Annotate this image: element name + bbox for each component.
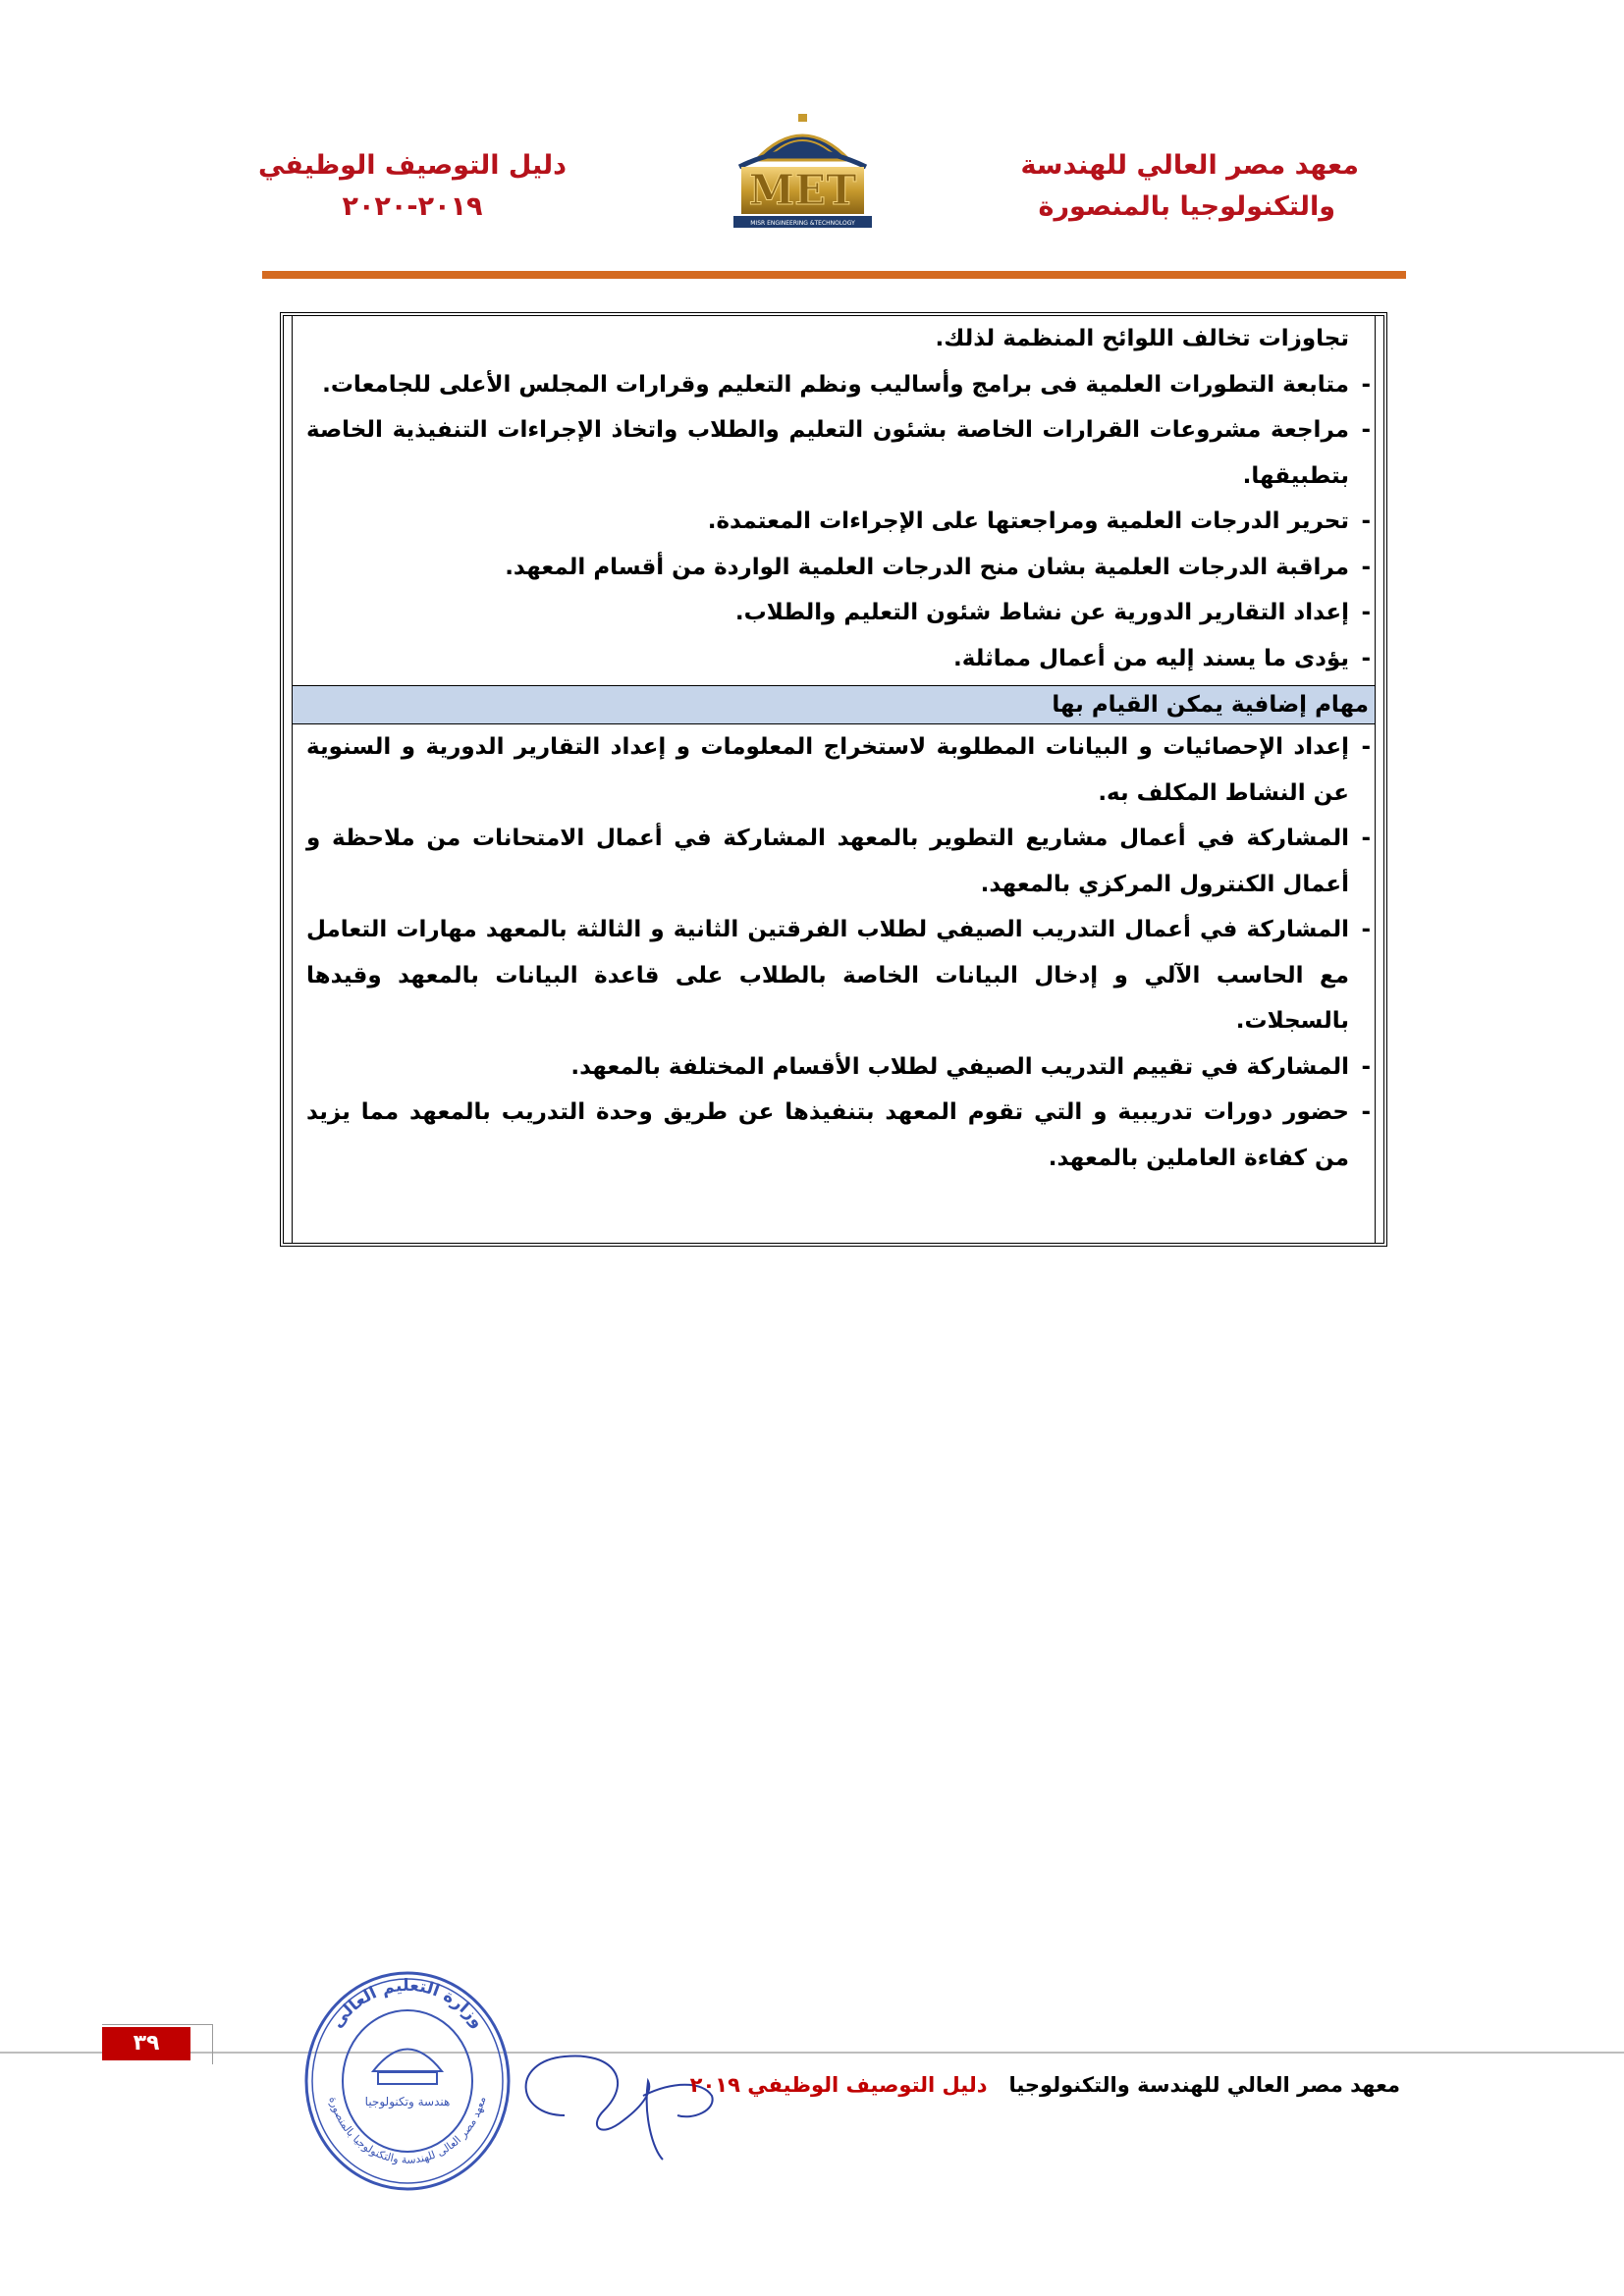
logo-text: MET — [748, 166, 857, 214]
duty-text: مراجعة مشروعات القرارات الخاصة بشئون التعليم والطلاب واتخاذ الإجراءات التنفيذية الخاصة بتطبيقها. — [306, 417, 1349, 489]
duty-item — [293, 499, 1375, 545]
duty-item — [293, 636, 1375, 682]
duty-text: إعداد التقارير الدورية عن نشاط شئون التعليم والطلاب. — [734, 600, 1349, 625]
bullet-dash: - — [1361, 417, 1371, 443]
duty-text: يؤدى ما يسند إليه من أعمال مماثلة. — [953, 645, 1349, 671]
institute-name — [966, 145, 1359, 228]
duty-item — [293, 362, 1375, 408]
footer-institute: معهد مصر العالي للهندسة والتكنولوجيا — [1008, 2073, 1400, 2097]
task-text: المشاركة في تقييم التدريب الصيفي لطلاب الأقسام المختلفة بالمعهد. — [570, 1053, 1349, 1080]
svg-text:وزارة التعليم العالى — [328, 1976, 488, 2032]
bullet-dash: - — [1361, 1099, 1371, 1125]
official-seal — [299, 1968, 515, 2194]
bullet-dash: - — [1361, 508, 1371, 534]
guide-title: دليل التوصيف الوظيفي — [257, 150, 568, 181]
bullet-dash: - — [1361, 1053, 1371, 1080]
task-item — [293, 724, 1375, 816]
header-divider — [262, 271, 1406, 279]
page-number: ٣٩ — [102, 2027, 190, 2060]
task-text: المشاركة في أعمال مشاريع التطوير بالمعهد المشاركة في أعمال الامتحانات من ملاحظة و أعمال الكنترول المركزي بالمعهد. — [306, 826, 1349, 897]
guide-title-block — [245, 145, 579, 228]
additional-tasks-section — [293, 724, 1375, 1181]
footer-divider — [0, 2052, 1624, 2054]
footer-guide: دليل التوصيف الوظيفي ٢٠١٩ — [689, 2073, 988, 2097]
duty-item — [293, 590, 1375, 636]
additional-tasks-header: مهام إضافية يمكن القيام بها — [293, 685, 1375, 724]
task-item — [293, 1044, 1375, 1091]
institute-name-line2: والتكنولوجيا بالمنصورة — [1038, 191, 1335, 222]
bullet-dash: - — [1361, 917, 1371, 942]
task-item — [293, 907, 1375, 1044]
duty-item — [293, 407, 1375, 499]
duties-section — [293, 316, 1375, 681]
seal-center-text: هندسة وتكنولوجيا — [364, 2095, 451, 2109]
met-logo — [722, 106, 884, 234]
institute-name-line1: معهد مصر العالي للهندسة — [1020, 150, 1359, 181]
bullet-dash: - — [1361, 734, 1371, 760]
logo-subtitle: MISR ENGINEERING &TECHNOLOGY — [750, 220, 855, 227]
task-text: حضور دورات تدريبية و التي تقوم المعهد بتنفيذها عن طريق وحدة التدريب بالمعهد مما يزيد من كفاءة العاملين بالمعهد. — [306, 1099, 1349, 1171]
bullet-dash: - — [1361, 826, 1371, 851]
duty-text: تحرير الدرجات العلمية ومراجعتها على الإجراءات المعتمدة. — [707, 508, 1349, 534]
duty-text: متابعة التطورات العلمية فى برامج وأساليب ونظم التعليم وقرارات المجلس الأعلى للجامعات. — [322, 371, 1349, 398]
continuation-line: تجاوزات تخالف اللوائح المنظمة لذلك. — [935, 326, 1349, 351]
duties-table — [280, 312, 1387, 1247]
bullet-dash: - — [1361, 600, 1371, 625]
task-text: المشاركة في أعمال التدريب الصيفي لطلاب الفرقتين الثانية و الثالثة بالمعهد مهارات التعامل مع الحاسب الآلي و إدخال البيانات الخاصة بالطلاب على قاعدة البيانات بالمعهد وقيدها بالسجلات. — [306, 917, 1349, 1034]
task-item — [293, 1090, 1375, 1181]
seal-top-text: وزارة التعليم العالى — [327, 1975, 488, 2032]
task-item — [293, 816, 1375, 907]
duty-text: مراقبة الدرجات العلمية بشان منح الدرجات العلمية الواردة من أقسام المعهد. — [505, 554, 1349, 580]
bullet-dash: - — [1361, 554, 1371, 580]
seal-ring-text: معهد مصر العالى للهندسة والتكنولوجيا بالمنصورة — [326, 2095, 489, 2166]
duty-item — [293, 545, 1375, 591]
guide-year: ٢٠١٩-٢٠٢٠ — [342, 191, 483, 222]
task-text: إعداد الإحصائيات و البيانات المطلوبة لاستخراج المعلومات و إعداد التقارير الدورية و السنوية عن النشاط المكلف به. — [306, 734, 1349, 806]
footer-text — [690, 2073, 1400, 2097]
bullet-dash: - — [1361, 645, 1371, 671]
bullet-dash: - — [1361, 371, 1371, 398]
